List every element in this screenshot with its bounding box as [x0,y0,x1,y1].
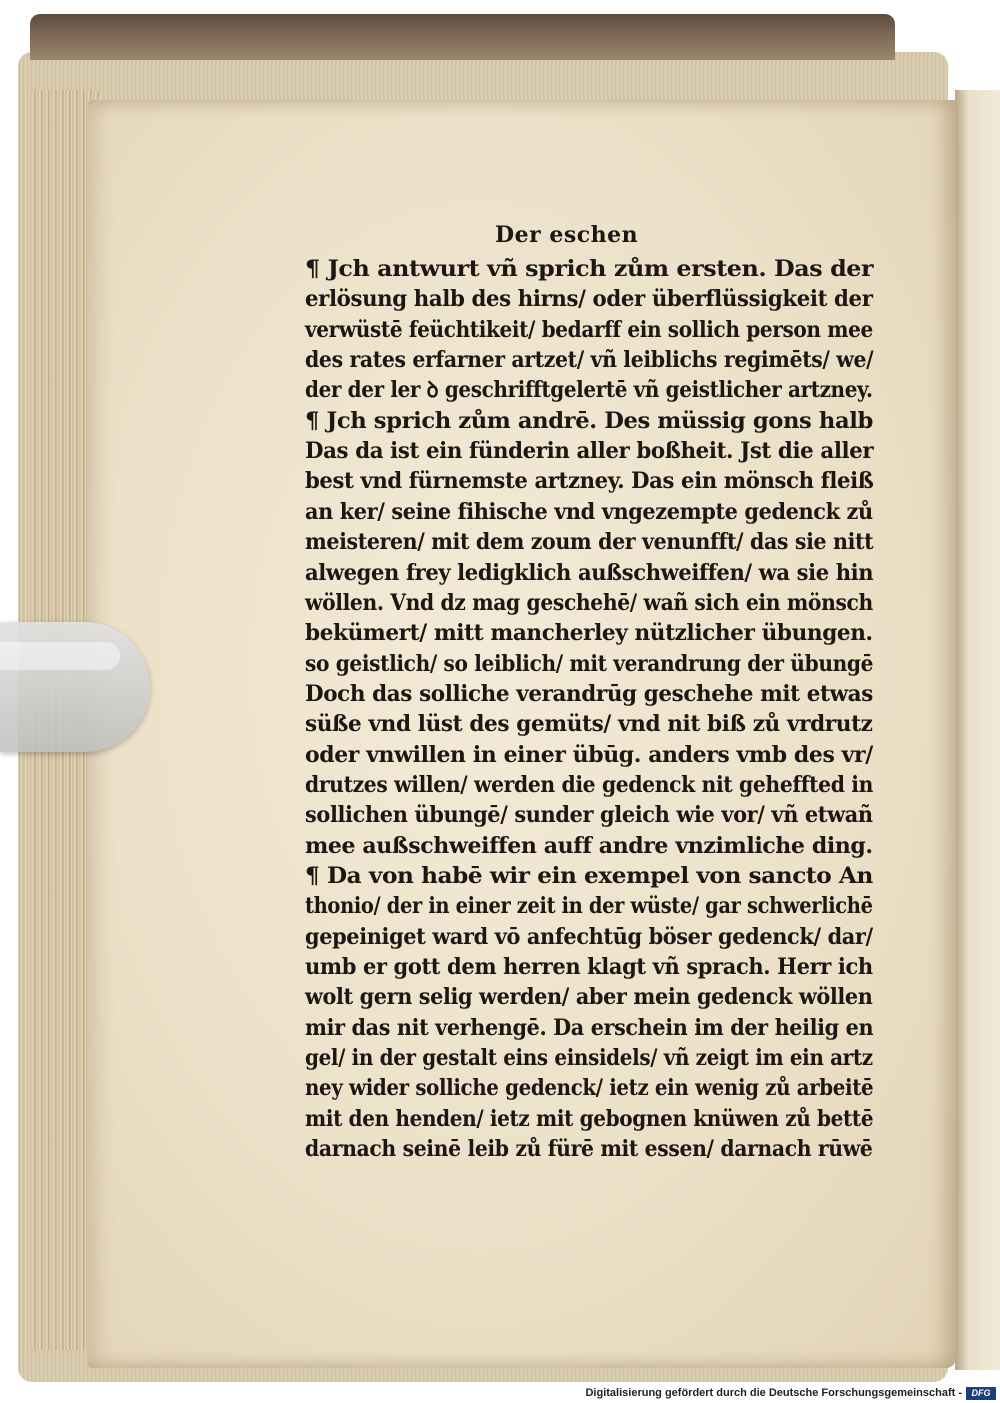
text-line: bekümert/ mitt mancherley nützlicher übungen. [305,620,873,647]
footer-bar [0,1385,1000,1403]
text-line: ¶ Jch antwurt vñ sprich zům ersten. Das der [305,256,874,282]
text-line: umb er gott dem herren klagt vñ sprach. Herr ich [305,954,873,981]
text-line: darnach seinē leib zů fürē mit essen/ darnach rūwē [305,1136,873,1163]
text-line: wolt gern selig werden/ aber mein gedenck wöllen [305,984,873,1011]
text-line: des rates erfarner artzet/ vñ leiblichs regimēts/ we/ [305,347,874,374]
text-line: Doch das solliche verandrūg geschehe mit etwas [305,680,873,707]
text-line: ¶ Da von habē wir ein exempel von sancto An [305,863,873,889]
text-line: erlösung halb des hirns/ oder überflüssigkeit der [305,286,873,313]
text-line: so geistlich/ so leiblich/ mit verandrung der übungē [305,650,874,677]
text-line: gepeiniget ward vō anfechtūg böser gedenck/ dar/ [305,923,873,950]
text-line: thonio/ der in einer zeit in der wüste/ gar schwerlichē [305,893,873,920]
text-line: mit den henden/ ietz mit gebognen knüwen zů bettē [305,1105,874,1132]
text-line: süße vnd lüst des gemüts/ vnd nit biß zů vrdrutz [305,711,873,738]
text-line: best vnd fürnemste artzney. Das ein mönsch fleiß [305,468,874,495]
binding-top [30,14,895,60]
text-line: wöllen. Vnd dz mag geschehē/ wañ sich ein mönsch [305,589,873,616]
facing-page-edge [955,90,1000,1370]
text-line: an ker/ seine fihische vnd vngezempte gedenck zů [305,498,873,525]
text-line: ney wider solliche gedenck/ ietz ein wenig zů arbeitē [305,1075,874,1102]
text-line: meisteren/ mit dem zoum der venunfft/ das sie nitt [305,529,874,556]
dfg-logo-icon: DFG [966,1387,996,1400]
text-line: drutzes willen/ werden die gedenck nit geheffted in [305,771,874,798]
text-line: der der ler ꝺ geschrifftgelertē vñ geistlicher artzney. [305,377,873,404]
text-line: verwüstē feüchtikeit/ bedarff ein sollich person mee [305,316,873,343]
text-line: mir das nit verhengē. Da erschein im der heilig en [305,1014,874,1041]
running-head: Der eschen [495,222,639,248]
text-line: gel/ in der gestalt eins einsidels/ vñ zeigt im ein artz [305,1045,873,1072]
text-line: alwegen frey ledigklich außschweiffen/ wa sie hin [305,559,874,586]
text-line: oder vnwillen in einer übūg. anders vmb des vr/ [305,741,873,768]
page-clip-highlight [0,642,120,670]
footer-credit: Digitalisierung gefördert durch die Deutsche Forschungsgemeinschaft - [585,1387,962,1399]
text-line: ¶ Jch sprich zům andrē. Des müssig gons halb [305,407,873,434]
text-line: mee außschweiffen auff andre vnzimliche ding. [305,832,873,859]
text-line: sollichen übungē/ sunder gleich wie vor/ vñ etwañ [305,802,873,829]
text-line: Das da ist ein fünderin aller boßheit. Jst die aller [305,438,874,465]
